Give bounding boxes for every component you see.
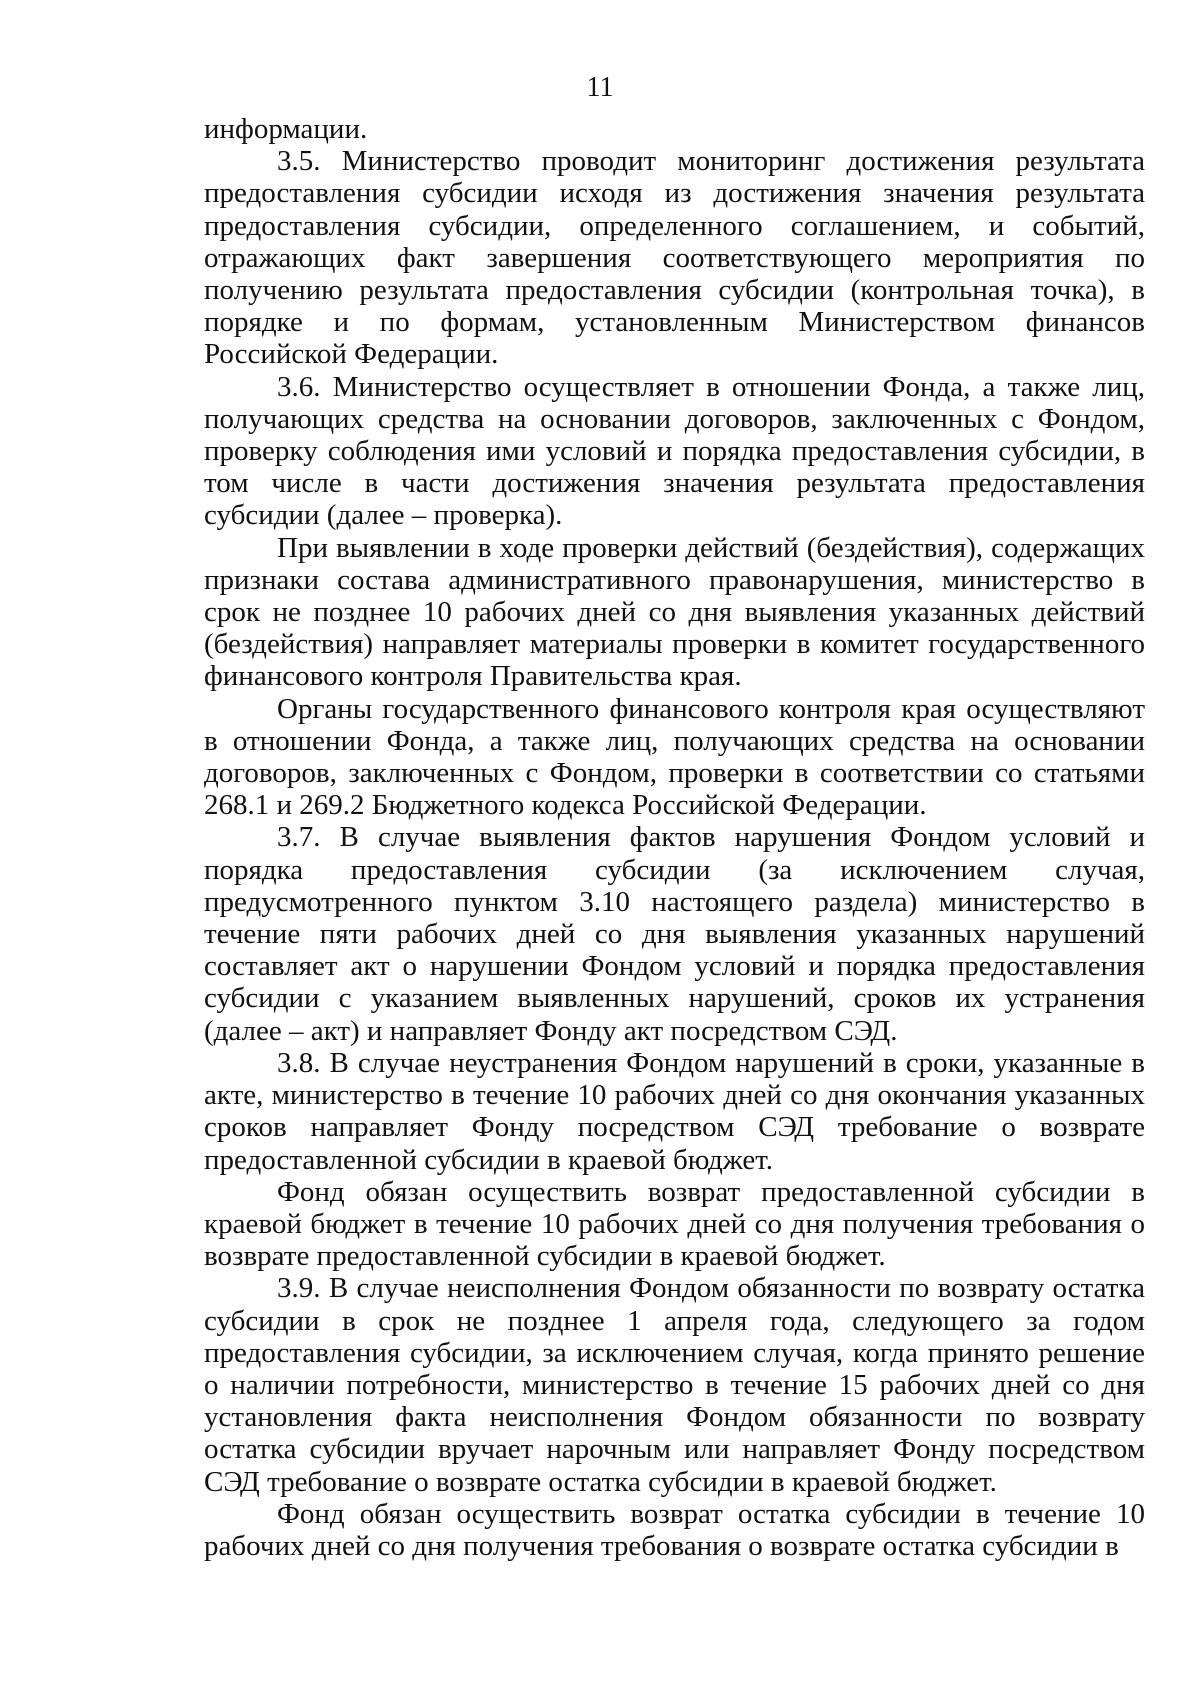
paragraph-3-5: 3.5. Министерство проводит мониторинг достижения результата предоставления субсидии исходя из достижения значения результата предоставления субсидии, определенного соглашением, и событий, отражающих факт завершения соответствующего мероприятия по получению результата предоставления субсидии (контрольная точка), в порядке и по формам, установленным Министерством финансов Российской Федерации. <box>204 145 1145 371</box>
paragraph-3-6-control-bodies: Органы государственного финансового контроля края осуществляют в отношении Фонда, а также лиц, получающих средства на основании договоров, заключенных с Фондом, проверки в соответствии со статьями 268.1 и 269.2 Бюджетного кодекса Российской Федерации. <box>204 692 1145 822</box>
paragraph-3-8-return: Фонд обязан осуществить возврат предоставленной субсидии в краевой бюджет в течение 10 рабочих дней со дня получения требования о возврате предоставленной субсидии в краевой бюджет. <box>204 1175 1145 1273</box>
document-body <box>204 113 1145 1562</box>
paragraph-3-7: 3.7. В случае выявления фактов нарушения Фондом условий и порядка предоставления субсидии (за исключением случая, предусмотренного пунктом 3.10 настоящего раздела) министерство в течение пяти рабочих дней со дня выявления указанных нарушений составляет акт о нарушении Фондом условий и порядка предоставления субсидии с указанием выявленных нарушений, сроков их устранения (далее – акт) и направляет Фонду акт посредством СЭД. <box>204 821 1145 1047</box>
paragraph-3-6: 3.6. Министерство осуществляет в отношении Фонда, а также лиц, получающих средства на основании договоров, заключенных с Фондом, проверку соблюдения ими условий и порядка предоставления субсидии, в том числе в части достижения значения результата предоставления субсидии (далее – проверка). <box>204 370 1145 532</box>
paragraph-3-6-violations: При выявлении в ходе проверки действий (бездействия), содержащих признаки состава административного правонарушения, министерство в срок не позднее 10 рабочих дней со дня выявления указанных действий (бездействия) направляет материалы проверки в комитет государственного финансового контроля Правительства края. <box>204 531 1145 693</box>
paragraph-3-9: 3.9. В случае неисполнения Фондом обязанности по возврату остатка субсидии в срок не позднее 1 апреля года, следующего за годом предоставления субсидии, за исключением случая, когда принято решение о наличии потребности, министерство в течение 15 рабочих дней со дня установления факта неисполнения Фондом обязанности по возврату остатка субсидии вручает нарочным или направляет Фонду посредством СЭД требование о возврате остатка субсидии в краевой бюджет. <box>204 1272 1145 1498</box>
paragraph-continuation: информации. <box>204 113 368 145</box>
page-number: 11 <box>586 72 614 103</box>
paragraph-3-9-return: Фонд обязан осуществить возврат остатка субсидии в течение 10 рабочих дней со дня получения требования о возврате остатка субсидии в <box>204 1497 1145 1562</box>
paragraph-3-8: 3.8. В случае неустранения Фондом нарушений в сроки, указанные в акте, министерство в течение 10 рабочих дней со дня окончания указанных сроков направляет Фонду посредством СЭД требование о возврате предоставленной субсидии в краевой бюджет. <box>204 1046 1145 1176</box>
